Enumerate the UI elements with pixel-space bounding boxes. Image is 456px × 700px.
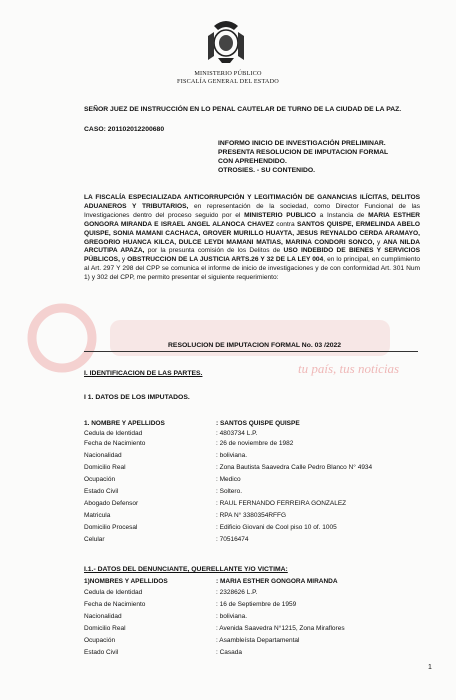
victim-name-value: : MARIA ESTHER GONGORA MIRANDA (216, 578, 338, 585)
case-number: CASO: 201102012200680 (84, 126, 165, 133)
section-victim: I.1.- DATOS DEL DENUNCIANTE, QUERELLANTE Y/O VICTIMA: (84, 566, 288, 573)
prosecutor-office: LA FISCALÍA ESPECIALIZADA ANTICORRUPCIÓN Y LEGITIMACIÓN DE GANANCIAS ILÍCITAS, DELITOS ADUANEROS Y TRIBUTARIOS, (84, 194, 420, 210)
section-accused-data: I 1. DATOS DE LOS IMPUTADOS. (84, 394, 190, 401)
divider (84, 351, 418, 352)
field-value: : Soltero. (216, 488, 243, 495)
accused-name-label: 1. NOMBRE Y APELLIDOS (84, 420, 165, 427)
field-value: : Casada (216, 649, 243, 656)
field-label: Cedula de Identidad (84, 430, 143, 437)
body-text-4: y (374, 238, 384, 246)
crime-1: USO INDEBIDO DE BIENES Y SERVICIOS PÚBLICOS, (84, 247, 420, 264)
field-label: Matricula (84, 512, 111, 519)
complainants: MARIA ESTHER GONGORA MIRANDA E ISRAEL ANGEL ALANOCA CHAVEZ (84, 211, 420, 228)
subject-line-1: INFORMO INICIO DE INVESTIGACIÓN PRELIMINAR. (218, 140, 386, 147)
institution-subtitle: FISCALÍA GENERAL DEL ESTADO (177, 78, 279, 85)
field-value: : 26 de noviembre de 1982 (216, 440, 294, 447)
field-value: : 70516474 (216, 536, 249, 543)
field-label: Domicilio Real (84, 625, 126, 632)
field-value: : 16 de Septiembre de 1959 (216, 601, 297, 608)
field-value: : boliviana. (216, 613, 248, 620)
accused-last: ANA NILDA ARCUTIPA APAZA, (84, 238, 420, 255)
ministerio-publico: MINISTERIO PUBLICO (244, 211, 316, 219)
field-label: Estado Civil (84, 649, 119, 656)
body-text-3: contra (273, 220, 298, 228)
field-label: Abogado Defensor (84, 500, 139, 507)
field-value: : RPA N° 3380354RFFG (216, 512, 287, 519)
subject-line-4: OTROSIES. - SU CONTENIDO. (218, 167, 316, 174)
accused-name-value: : SANTOS QUISPE QUISPE (216, 420, 300, 427)
body-text-7: , en lo principal, en cumplimiento al Art. 297 Y 298 del CPP se comunica el informe de inicio de investigaciones y de con conformidad Art. 301 Num 1) y 302 del CPP, me permito presentar el siguiente requerimiento: (84, 256, 420, 282)
field-value: : boliviana. (216, 452, 248, 459)
field-value: : Asambleísta Departamental (216, 637, 300, 644)
body-text-1: en representación de la sociedad, como Director Funcional de las Investigaciones dentro del proceso seguido por el (84, 202, 420, 219)
field-value: : Medico (216, 476, 241, 483)
field-label: Ocupación (84, 476, 116, 483)
subject-line-2: PRESENTA RESOLUCION DE IMPUTACION FORMAL (218, 149, 389, 156)
body-text-2: a Instancia de (315, 211, 369, 219)
addressee: SEÑOR JUEZ DE INSTRUCCIÓN EN LO PENAL CAUTELAR DE TURNO DE LA CIUDAD DE LA PAZ. (84, 106, 402, 113)
subject-line-3: CON APREHENDIDO. (218, 158, 287, 165)
field-value: : 4803734 L.P. (216, 430, 258, 437)
victim-name-label: 1)NOMBRES Y APELLIDOS (84, 578, 168, 585)
field-label: Domicilio Procesal (84, 524, 138, 531)
field-label: Fecha de Nacimiento (84, 440, 146, 447)
accused-list: SANTOS QUISPE, ERMELINDA ABELO QUISPE, SONIA MAMANI CACHACA, GROVER MURILLO HUAYTA, JESUS REYNALDO CERDA ARAMAYO, GREGORIO HUANCA KILCA, DULCE LEYDI MAMANI MATIAS, MARINA CONDORI SONCO, (84, 220, 421, 246)
body-text-6: y (119, 256, 128, 264)
field-label: Domicilio Real (84, 464, 126, 471)
institution-name: MINISTERIO PÚBLICO (194, 70, 262, 77)
field-label: Estado Civil (84, 488, 119, 495)
field-label: Nacionalidad (84, 452, 122, 459)
field-label: Ocupación (84, 637, 116, 644)
field-value: : Edificio Giovani de Cool piso 10 of. 1005 (216, 524, 337, 531)
body-paragraph (84, 194, 420, 283)
field-value: : 2328626 L.P. (216, 589, 258, 596)
field-value: : Zona Bautista Saavedra Calle Pedro Blanco N° 4934 (216, 464, 373, 471)
watermark-tagline: tu país, tus noticias (298, 361, 400, 376)
body-text-5: por la presunta comisión de los Delitos de (144, 247, 284, 255)
resolution-title: RESOLUCION DE IMPUTACION FORMAL No. 03 /2022 (168, 342, 342, 349)
coat-of-arms-seal (204, 14, 248, 64)
section-identification: I. IDENTIFICACION DE LAS PARTES. (84, 370, 203, 377)
field-label: Cedula de Identidad (84, 589, 143, 596)
field-label: Fecha de Nacimiento (84, 601, 146, 608)
page-number: 1 (428, 664, 432, 671)
field-label: Celular (84, 536, 105, 543)
field-value: : Avenida Saavedra N°1215, Zona Miraflores (216, 625, 345, 632)
field-value: : RAUL FERNANDO FERREIRA GONZALEZ (216, 500, 347, 507)
field-label: Nacionalidad (84, 613, 122, 620)
crime-2: OBSTRUCCION DE LA JUSTICIA ARTS.26 Y 32 DE LA LEY 004 (127, 256, 324, 264)
